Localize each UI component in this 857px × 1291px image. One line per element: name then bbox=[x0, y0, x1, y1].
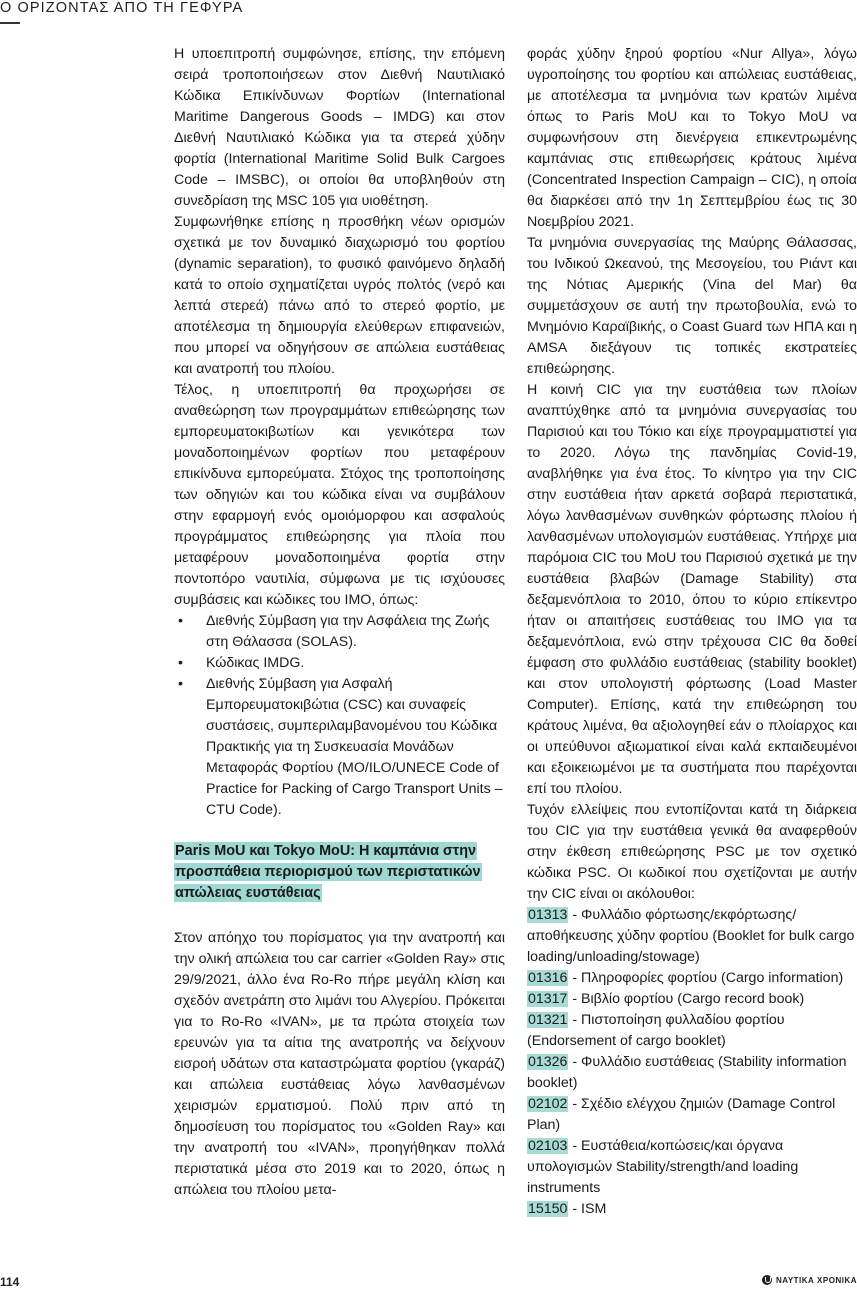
code-description: - Φυλλάδιο ευστάθειας (Stability information booklet) bbox=[527, 1054, 847, 1091]
right-column bbox=[527, 44, 857, 1220]
code-line bbox=[527, 1136, 857, 1199]
paragraph: Η κοινή CIC για την ευστάθεια των πλοίων αναπτύχθηκε από τα μνημόνια συνεργασίας του Παρισιού και του Τόκιο και είχε προγραμματιστεί για το 2020. Λόγω της πανδημίας Covid-19, αναβλήθηκε για ένα έτος. Το κίνητρο για την CIC στην ευστάθεια ήταν αρκετά σοβαρά περιστατικά, λόγω λανθασμένων συνθηκών φόρτωσης πλοίου ή λανθασμένων υπολογισμών ευστάθειας. Υπήρχε μια παρόμοια CIC του MoU του Παρισιού σχετικά με την ευστάθεια βλαβών (Damage Stability) στα δεξαμενόπλοια το 2010, όπου το κύριο επίκεντρο ήταν οι απαιτήσεις ευστάθειας του ΙΜΟ για τα δεξαμενόπλοια, ενώ στην τρέχουσα CIC θα δοθεί έμφαση στο φυλλάδιο ευστάθειας (stability booklet) και στον υπολογιστή φόρτωσης (Load Master Computer). Επίσης, κατά την επιθεώρηση του κράτους λιμένα, θα αξιολογηθεί εάν ο πλοίαρχος και οι υπεύθυνοι αξιωματικοί είναι καλά εκπαιδευμένοι και εξοικειωμένοι με τα συστήματα που παρέχονται επί του πλοίου. bbox=[527, 382, 857, 797]
code-description: - Πληροφορίες φορτίου (Cargo information) bbox=[568, 970, 844, 986]
brand-name: ΝΑΥΤΙΚΑ ΧΡΟΝΙΚΑ bbox=[776, 1275, 857, 1285]
publication-brand bbox=[762, 1275, 857, 1285]
psc-code: 01321 bbox=[528, 1012, 568, 1028]
psc-code: 02102 bbox=[528, 1096, 568, 1112]
code-description: - ISM bbox=[568, 1201, 607, 1217]
section-heading bbox=[174, 841, 505, 904]
paragraph: Τυχόν ελλείψεις που εντοπίζονται κατά τη διάρκεια του CIC για την ευστάθεια γενικά θα αναφερθούν στην έκθεση επιθεώρησης PSC με τον σχετικό κώδικα PSC. Οι κωδικοί που σχετίζονται με αυτήν την CIC είναι οι ακόλουθοι: bbox=[527, 802, 857, 902]
bullet-item: • Διεθνής Σύμβαση για την Ασφάλεια της Ζωής στη Θάλασσα (SOLAS). bbox=[174, 611, 505, 653]
paragraph: Στον απόηχο του πορίσματος για την ανατροπή και την ολική απώλεια του car carrier «Golden Ray» στις 29/9/2021, άλλο ένα Ro-Ro πήρε μεγάλη κλίση και σχεδόν ανετράπη στο λιμάνι του Αλγερίου. Πρόκειται για το Ro-Ro «IVAN», με τα πρώτα στοιχεία των ερευνών για τα αίτια της ανατροπής να δείχνουν εισροή υδάτων στα καταστρώματα φορτίου (γκαράζ) και απώλεια ευστάθειας λόγω λανθασμένων χειρισμών ερματισμού. Πολύ πριν από τη δημοσίευση του πορίσματος του «Golden Ray» και την ανατροπή του «IVAN», προηγήθηκαν πολλά περιστατικά μέσα στο 2019 και το 2020, όπως η απώλεια του πλοίου μετα- bbox=[174, 930, 505, 1198]
paragraph: Τέλος, η υποεπιτροπή θα προχωρήσει σε αναθεώρηση των προγραμμάτων επιθεώρησης των εμπορευματοκιβωτίων και γενικότερα των μοναδοποιημένων φορτίων που μεταφέρουν επικίνδυνα εμπορεύματα. Στόχος της τροποποίησης των οδηγιών και του κώδικα είναι να συμβάλουν στην εφαρμογή ενός ομοιόμορφου και ασφαλούς προγράμματος επιθεώρησης για πλοία που μεταφέρουν μοναδοποιημένα φορτία στην ποντοπόρο ναυτιλία, σύμφωνα με τις ισχύουσες συμβάσεις και κώδικες του ΙΜΟ, όπως: bbox=[174, 382, 505, 608]
code-description: - Πιστοποίηση φυλλαδίου φορτίου (Endorsement of cargo booklet) bbox=[527, 1012, 785, 1049]
psc-code: 01313 bbox=[528, 907, 568, 923]
anchor-logo-icon bbox=[762, 1275, 772, 1285]
psc-code: 02103 bbox=[528, 1138, 568, 1154]
psc-code: 01326 bbox=[528, 1054, 568, 1070]
code-description: - Φυλλάδιο φόρτωσης/εκφόρτωσης/ αποθήκευσης χύδην φορτίου (Booklet for bulk cargo loading/unloading/stowage) bbox=[527, 907, 855, 965]
running-header: Ο ΟΡΙΖΟΝΤΑΣ ΑΠΟ ΤΗ ΓΕΦΥΡΑ bbox=[0, 0, 244, 16]
psc-code: 15150 bbox=[528, 1201, 568, 1217]
code-line bbox=[527, 968, 857, 989]
psc-code: 01316 bbox=[528, 970, 568, 986]
left-column bbox=[174, 44, 505, 1201]
code-description: - Ευστάθεια/κοπώσεις/και όργανα υπολογισμών Stability/strength/and loading instruments bbox=[527, 1138, 799, 1196]
bullet-item: • Κώδικας IMDG. bbox=[174, 653, 505, 674]
paragraph: φοράς χύδην ξηρού φορτίου «Nur Allya», λόγω υγροποίησης του φορτίου και απώλειας ευστάθειας, με αποτέλεσμα τα μνημόνια των κρατών λιμένα όπως το Paris MoU και το Tokyo MoU να συμφωνήσουν στη διενέργεια επικεντρωμένης καμπάνιας στις επιθεωρήσεις κράτους λιμένα (Concentrated Inspection Campaign – CIC), η οποία θα διαρκέσει από την 1η Σεπτεμβρίου έως τις 30 Νοεμβρίου 2021. bbox=[527, 46, 857, 230]
code-line bbox=[527, 1052, 857, 1094]
code-line bbox=[527, 1094, 857, 1136]
paragraph: Η υποεπιτροπή συμφώνησε, επίσης, την επόμενη σειρά τροποποιήσεων στον Διεθνή Ναυτιλιακό Κώδικα Επικίνδυνων Φορτίων (International Maritime Dangerous Goods – IMDG) και στον Διεθνή Ναυτιλιακό Κώδικα για τα στερεά χύδην φορτία (International Maritime Solid Bulk Cargoes Code – IMSBC), οι οποίοι θα υποβληθούν στη συνεδρίαση της MSC 105 για υιοθέτηση. bbox=[174, 46, 505, 209]
paragraph: Τα μνημόνια συνεργασίας της Μαύρης Θάλασσας, του Ινδικού Ωκεανού, της Μεσογείου, του Ριάντ και της Νότιας Αμερικής (Vina del Mar) θα συμμετάσχουν σε αυτή την πρωτοβουλία, ενώ το Μνημόνιο Καραϊβικής, ο Coast Guard των ΗΠΑ και η AMSA διεξάγουν τις τοπικές εκστρατείες επιθεώρησης. bbox=[527, 235, 857, 377]
code-line bbox=[527, 989, 857, 1010]
psc-code-list bbox=[527, 905, 857, 1220]
section-heading-text: Paris MoU και Tokyo MoU: Η καμπάνια στην προσπάθεια περιορισμού των περιστατικών απώλειας ευστάθειας bbox=[175, 843, 481, 901]
header-divider bbox=[0, 22, 20, 24]
code-line bbox=[527, 905, 857, 968]
bullet-list bbox=[174, 611, 505, 821]
psc-code: 01317 bbox=[528, 991, 568, 1007]
code-description: - Σχέδιο ελέγχου ζημιών (Damage Control Plan) bbox=[527, 1096, 836, 1133]
code-description: - Βιβλίο φορτίου (Cargo record book) bbox=[568, 991, 805, 1007]
bullet-item: • Διεθνής Σύμβαση για Ασφαλή Εμπορευματοκιβώτια (CSC) και συναφείς συστάσεις, συμπεριλαμβανομένου του Κώδικα Πρακτικής για τη Συσκευασία Μονάδων Μεταφοράς Φορτίου (MO/ILO/UNECE Code of Practice for Packing of Cargo Transport Units – CTU Code). bbox=[174, 674, 505, 821]
paragraph: Συμφωνήθηκε επίσης η προσθήκη νέων ορισμών σχετικά με τον δυναμικό διαχωρισμό του φορτίου (dynamic separation), το φυσικό φαινόμενο δηλαδή κατά το οποίο σχηματίζεται υγρός πολτός (νερό και λεπτά στερεά) πάνω από το στερεό φορτίο, με αποτέλεσμα τη δημιουργία ελεύθερων επιφανειών, που μπορεί να οδηγήσουν σε απώλεια ευστάθειας και ανατροπή του πλοίου. bbox=[174, 214, 505, 377]
code-line bbox=[527, 1010, 857, 1052]
code-line bbox=[527, 1199, 857, 1220]
page-number: 114 bbox=[0, 1275, 20, 1289]
